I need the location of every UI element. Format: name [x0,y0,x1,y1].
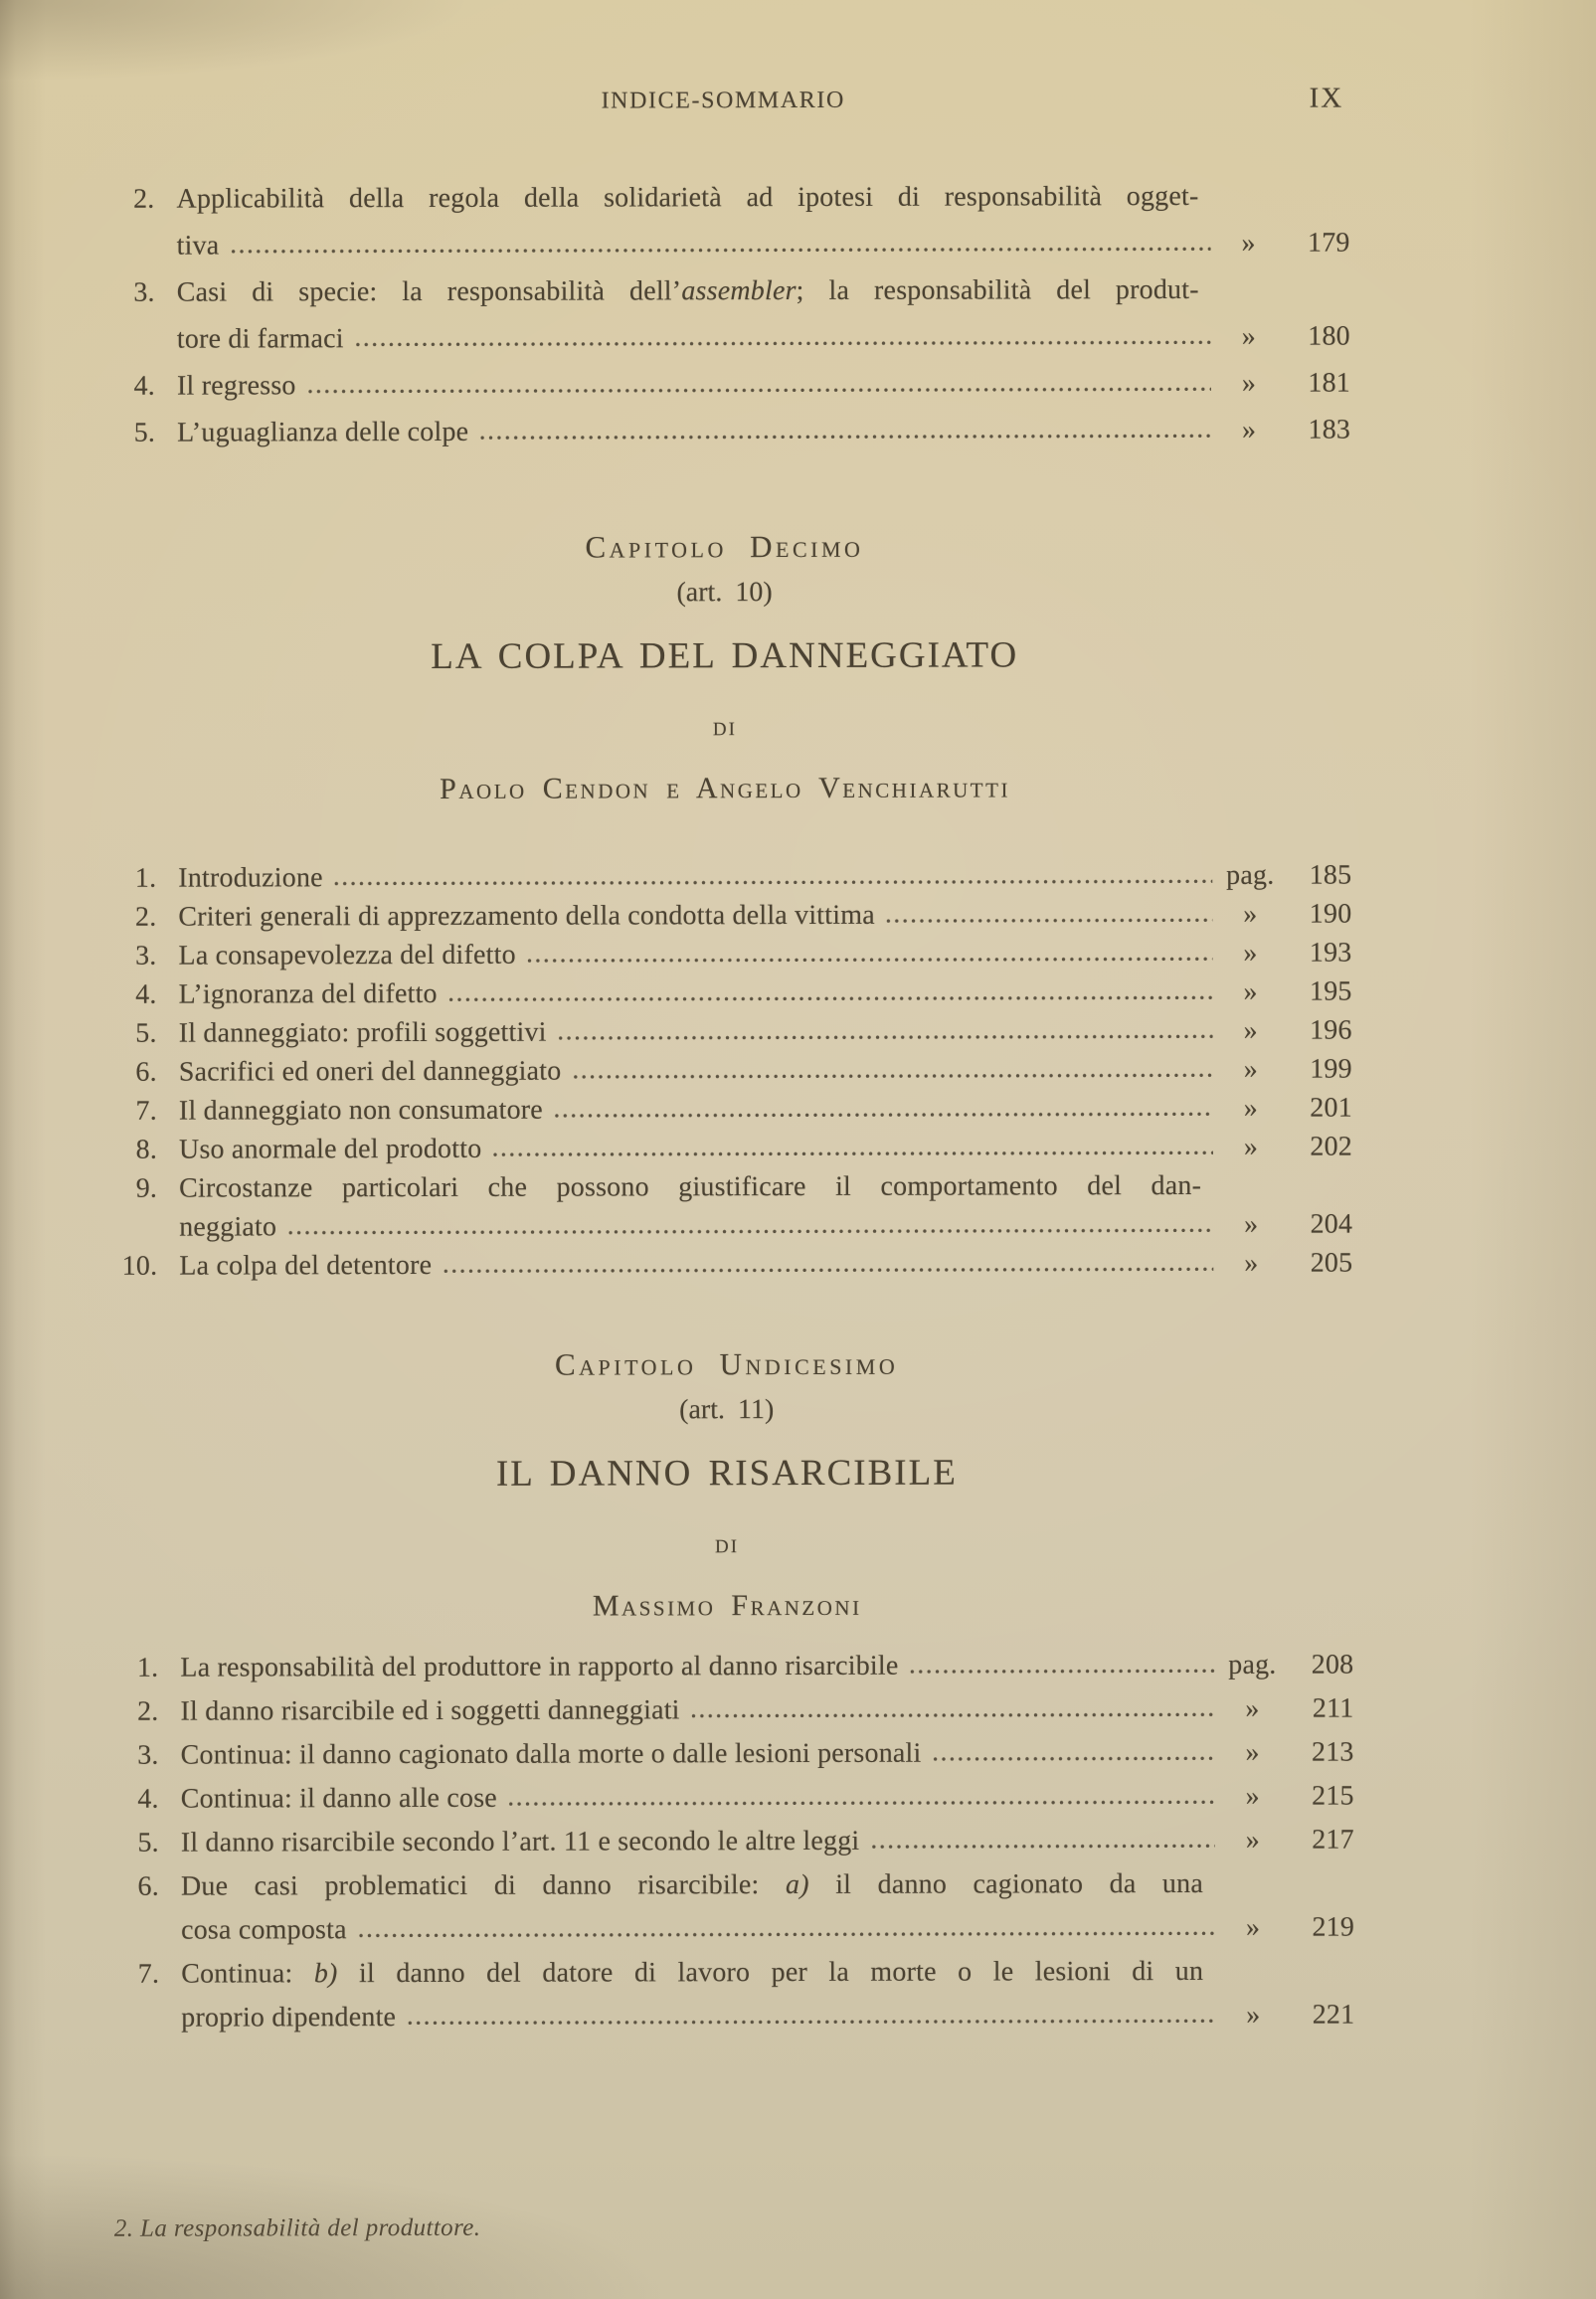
toc-row [96,181,1349,231]
toc-entry-text-italic: assembler [681,275,797,307]
chapter-byline-preposition: di [712,711,737,742]
toc-row [99,1093,1352,1135]
toc-entry-text-regular: tore di farmaci [176,323,344,355]
toc-entry-number: 2. [137,1695,159,1727]
footnote: 2. La responsabilità del produttore. [113,2213,481,2242]
toc-entry-text-regular: Continua: il danno alle cose [180,1782,497,1815]
toc-entry-text [178,862,323,894]
toc-entry-text-regular: La colpa del detentore [179,1249,433,1282]
toc-entry-number: 4. [133,370,156,402]
toc-entry-text [181,1783,497,1816]
dot-leader [356,340,1211,347]
toc-row [99,1209,1352,1251]
toc-row [97,321,1350,371]
toc-row [101,1956,1354,2003]
toc-row [99,1248,1352,1290]
toc-entry-number: 2. [134,901,157,933]
toc-entry-text-regular-tail: il danno cagionato da una [808,1867,1203,1900]
page-number: 193 [1309,937,1352,969]
toc-entry-number: 5. [135,1017,157,1049]
toc-row [97,415,1350,464]
chapter-heading-11 [100,1345,1354,1625]
chapter-article: (art. 10) [676,577,773,609]
running-header [96,81,1349,125]
folio-page-number: IX [1309,82,1344,114]
dot-leader [308,387,1211,394]
page-ref-abbrev: » [1245,1911,1261,1943]
toc-entry-number: 8. [135,1134,158,1165]
toc-section-chapter-11 [100,1650,1354,2046]
page-number: 179 [1307,227,1350,259]
toc-entry-number: 4. [135,978,157,1010]
toc-entry-number: 6. [135,1056,157,1088]
page-ref-abbrev: » [1243,937,1258,969]
toc-entry-text-regular: Applicabilità della regola della solidarietà ad ipotesi di responsabilità ogget- [176,180,1199,215]
chapter-title: IL DANNO RISARCIBILE [495,1452,958,1495]
page-ref-abbrev: pag. [1226,859,1275,891]
toc-entry-text-regular: La responsabilità del produttore in rapporto al danno risarcibile [180,1650,899,1683]
dot-leader [359,1931,1215,1938]
dot-leader [449,995,1213,1002]
page-number: 181 [1308,367,1351,399]
toc-entry-text-regular: Sacrifici ed oneri del danneggiato [178,1055,562,1088]
chapter-heading-10 [97,528,1351,807]
toc-entry-text-italic: a) [785,1868,809,1901]
dot-leader [493,1150,1213,1157]
dot-leader [692,1712,1215,1718]
toc-entry-text-regular: La consapevolezza del difetto [178,939,516,972]
page-ref-abbrev: » [1241,320,1256,352]
toc-entry-number: 3. [133,276,155,308]
toc-entry-number: 2. [133,183,155,215]
toc-entry-text [177,274,1199,309]
page-number: 219 [1312,1911,1355,1943]
toc-entry-text [179,1017,547,1050]
dot-leader [555,1112,1213,1119]
toc-row [97,228,1350,277]
toc-entry-text [179,1250,432,1283]
toc-row [97,274,1350,324]
toc-row [100,1693,1353,1740]
toc-section-chapter-10 [98,860,1352,1290]
toc-entry-text-regular: Il danno risarcibile secondo l’art. 11 e secondo le altre leggi [180,1825,860,1858]
toc-entry-text [177,231,220,263]
page-ref-abbrev: » [1243,975,1258,1007]
toc-entry-number: 1. [136,1652,159,1683]
page-number: 208 [1311,1649,1354,1680]
toc-entry-text-regular: L’ignoranza del difetto [178,977,438,1010]
toc-row [101,1868,1354,1915]
dot-leader [408,2019,1215,2026]
toc-entry-text [181,1868,1203,1903]
toc-entry-text [181,2002,396,2034]
dot-leader [480,434,1211,441]
toc-entry-text-regular-tail: ; la responsabilità del produt- [796,273,1199,307]
toc-row [101,1737,1354,1784]
toc-entry-text [177,417,468,449]
page-ref-abbrev: » [1241,367,1257,399]
dot-leader [231,247,1210,255]
chapter-article: (art. 11) [679,1394,775,1426]
chapter-kicker: Capitolo Undicesimo [554,1345,899,1382]
page-number: 180 [1308,320,1350,352]
page-number: 199 [1310,1053,1352,1085]
page-ref-abbrev: » [1243,898,1258,930]
page-ref-abbrev: » [1243,1131,1259,1162]
toc-entry-number: 10. [121,1250,158,1282]
toc-entry-number: 4. [137,1783,159,1815]
toc-row [101,1825,1354,1871]
dot-leader [934,1756,1215,1762]
page-number: 196 [1310,1014,1352,1046]
toc-entry-text-regular: tiva [176,230,220,262]
toc-entry-number: 3. [137,1739,159,1771]
toc-entry-number: 3. [135,940,157,972]
dot-leader [910,1669,1214,1675]
page-ref-abbrev: » [1241,227,1256,259]
running-header-title: INDICE-SOMMARIO [601,87,845,114]
toc-entry-text-regular: Casi di specie: la responsabilità dell’ [176,275,682,308]
toc-entry-text [179,978,438,1011]
toc-row [99,1132,1352,1173]
toc-entry-number: 6. [137,1870,159,1902]
dot-leader [871,1844,1214,1850]
toc-row [99,1015,1352,1057]
toc-entry-text-regular: Il regresso [176,370,296,402]
toc-entry-text [179,1211,276,1243]
toc-entry-text [181,1738,922,1772]
toc-entry-text-regular: Uso anormale del prodotto [178,1133,482,1165]
page-ref-abbrev: » [1243,1014,1258,1046]
page-number: 183 [1308,414,1351,445]
page-ref-abbrev: » [1245,1824,1260,1856]
chapter-title: LA COLPA DEL DANNEGGIATO [431,634,1019,677]
toc-entry-text [176,181,1198,216]
dot-leader [509,1800,1215,1807]
page-number: 221 [1312,1999,1355,2031]
toc-entry-text-regular: neggiato [179,1211,277,1243]
toc-entry-number: 1. [134,862,157,894]
toc-entry-text-regular: Introduzione [178,862,323,894]
toc-entry-text-regular: Il danneggiato non consumatore [178,1094,543,1127]
toc-row [98,938,1351,979]
toc-entry-text-regular: Il danneggiato: profili soggettivi [178,1016,547,1049]
chapter-authors: Paolo Cendon e Angelo Venchiarutti [440,771,1010,805]
page-ref-abbrev: » [1245,1736,1260,1768]
page-ref-abbrev: » [1241,414,1257,445]
toc-entry-text [178,900,875,934]
toc-entry-text-regular: proprio dipendente [181,2002,397,2034]
toc-entry-text-regular: Continua: [181,1958,314,1990]
page-ref-abbrev: » [1245,1780,1260,1812]
toc-entry-number: 5. [133,417,156,448]
toc-section-previous-chapter [96,181,1350,464]
toc-entry-text-regular-tail: il danno del datore di lavoro per la morte o le lesioni di un [337,1955,1204,1990]
toc-entry-text-regular: Continua: il danno cagionato dalla morte o dalle lesioni personali [180,1737,922,1771]
page-number: 213 [1311,1736,1354,1768]
toc-row [99,976,1352,1018]
dot-leader [335,879,1213,886]
dot-leader [887,918,1213,924]
page-ref-abbrev: » [1245,1692,1260,1724]
chapter-byline-preposition: di [714,1528,740,1559]
toc-row [101,1912,1354,1959]
chapter-kicker: Capitolo Decimo [585,528,864,565]
page-number: 211 [1312,1692,1354,1724]
toc-entry-text [180,1651,898,1684]
dot-leader [573,1073,1212,1080]
page-number: 190 [1309,898,1352,930]
page-ref-abbrev: » [1244,1247,1259,1279]
page-number: 195 [1309,975,1352,1007]
toc-entry-number: 9. [135,1172,158,1204]
page-number: 205 [1310,1247,1353,1279]
toc-entry-number: 7. [137,1958,160,1990]
toc-entry-text [177,370,296,402]
chapter-authors: Massimo Franzoni [592,1588,862,1623]
dot-leader [288,1228,1213,1235]
toc-entry-text [180,1694,679,1727]
toc-row [100,1650,1353,1696]
toc-entry-text [181,1956,1203,1991]
toc-entry-text [179,1170,1201,1205]
toc-entry-text-regular: L’uguaglianza delle colpe [177,416,469,448]
toc-entry-text [179,1056,562,1089]
toc-entry-number: 5. [137,1827,159,1858]
toc-entry-text-regular: Circostanze particolari che possono giustificare il comportamento del dan- [179,1169,1202,1204]
page-number: 204 [1310,1208,1353,1240]
toc-entry-text-regular: Il danno risarcibile ed i soggetti danneggiati [180,1694,680,1727]
toc-entry-text-italic: b) [313,1958,338,1990]
page-number: 217 [1312,1824,1354,1856]
toc-entry-text [179,1134,481,1166]
toc-entry-text-regular: cosa composta [181,1914,347,1946]
dot-leader [559,1034,1213,1041]
toc-entry-text [181,1914,347,1946]
page-number: 215 [1312,1780,1354,1812]
toc-row [97,368,1350,418]
page-number: 202 [1310,1131,1353,1162]
toc-row [101,1781,1354,1828]
toc-row [98,860,1351,902]
toc-entry-text [181,1826,860,1859]
page-ref-abbrev: » [1243,1053,1258,1085]
toc-entry-text-regular: Criteri generali di apprezzamento della condotta della vittima [178,899,875,933]
page-ref-abbrev: pag. [1228,1649,1277,1680]
toc-row [98,899,1351,941]
toc-entry-text [179,1095,543,1128]
toc-row [101,2000,1354,2046]
page-ref-abbrev: » [1244,1208,1259,1240]
page-number: 185 [1309,859,1352,891]
page-number: 201 [1310,1092,1352,1124]
toc-entry-number: 7. [135,1095,157,1127]
toc-row [99,1170,1352,1212]
toc-entry-text-regular: Due casi problematici di danno risarcibile: [180,1869,787,1902]
toc-entry-text [178,940,515,973]
toc-entry-text [177,323,344,355]
dot-leader [528,957,1213,964]
toc-row [99,1054,1352,1096]
page-ref-abbrev: » [1246,1999,1261,2031]
page-ref-abbrev: » [1243,1092,1259,1124]
dot-leader [443,1267,1213,1274]
